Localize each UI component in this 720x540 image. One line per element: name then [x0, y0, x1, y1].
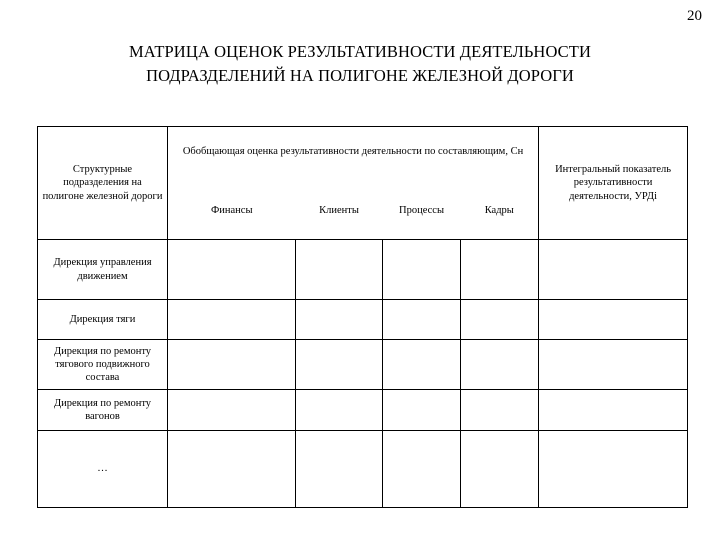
table-cell [461, 390, 539, 431]
table-cell [168, 431, 296, 508]
column-header-processes [383, 183, 461, 240]
table-cell [296, 390, 383, 431]
header-group [168, 127, 539, 183]
title-line-1: МАТРИЦА ОЦЕНОК РЕЗУЛЬТАТИВНОСТИ ДЕЯТЕЛЬНОСТИ [129, 42, 591, 61]
column-header-finance [168, 183, 296, 240]
row-label-text: Дирекция тяги [69, 313, 136, 325]
table-cell [461, 300, 539, 340]
row-label [38, 240, 168, 300]
table-cell [383, 300, 461, 340]
table-cell [383, 431, 461, 508]
table-cell [461, 340, 539, 390]
table-row [38, 340, 688, 390]
table-cell [539, 340, 688, 390]
header-group-text: Обобщающая оценка результативности деятельности по составляющим, Сн [182, 146, 524, 157]
table-cell [296, 340, 383, 390]
row-label-text: Дирекция по ремонту вагонов [53, 397, 152, 422]
table-row [38, 431, 688, 508]
row-label-text: Дирекция управления движением [53, 257, 152, 282]
table-cell [539, 240, 688, 300]
row-label [38, 431, 168, 508]
page-number: 20 [687, 8, 702, 24]
table-cell [296, 300, 383, 340]
title-line-2: ПОДРАЗДЕЛЕНИЙ НА ПОЛИГОНЕ ЖЕЛЕЗНОЙ ДОРОГИ [146, 66, 574, 85]
table-cell [296, 240, 383, 300]
column-header-clients-text: Клиенты [319, 205, 359, 217]
column-header-staff [461, 183, 539, 240]
table-cell [539, 300, 688, 340]
table-row [38, 240, 688, 300]
row-label-text: … [97, 463, 108, 475]
table-cell [383, 340, 461, 390]
table-cell [168, 300, 296, 340]
table-cell [168, 240, 296, 300]
table-cell [461, 240, 539, 300]
column-header-processes-text: Процессы [399, 205, 444, 217]
header-integral [539, 127, 688, 240]
table-cell [383, 240, 461, 300]
column-header-finance-text: Финансы [210, 205, 253, 217]
row-label-text: Дирекция по ремонту тягового подвижного состава [53, 345, 152, 384]
table-cell [168, 340, 296, 390]
row-label [38, 390, 168, 431]
row-label [38, 340, 168, 390]
column-header-staff-text: Кадры [484, 205, 514, 217]
table-cell [461, 431, 539, 508]
table-row [38, 390, 688, 431]
table-cell [539, 390, 688, 431]
table-cell [168, 390, 296, 431]
column-header-clients [296, 183, 383, 240]
header-integral-text: Интегральный показатель результативности деятельности, УРДi [555, 164, 672, 202]
header-units [38, 127, 168, 240]
header-units-text: Структурные подразделения на полигоне железной дороги [42, 164, 163, 202]
table-cell [539, 431, 688, 508]
table-cell [296, 431, 383, 508]
page-title [0, 40, 720, 88]
results-matrix-table [37, 126, 688, 508]
table-row [38, 300, 688, 340]
table-cell [383, 390, 461, 431]
row-label [38, 300, 168, 340]
